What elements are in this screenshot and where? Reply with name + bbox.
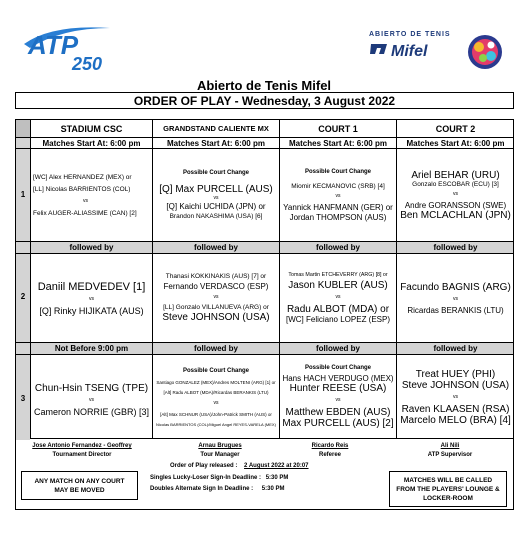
vs-label: vs xyxy=(89,397,94,403)
player: Gonzalo ESCOBAR (ECU) [3] xyxy=(412,180,499,188)
court-header-stadium: STADIUM CSC xyxy=(60,123,123,134)
doubles-signin-label: Doubles Alternate Sign In Deadline : xyxy=(150,486,254,492)
player: Jordan THOMPSON (AUS) xyxy=(289,212,387,222)
release-label: Order of Play released : xyxy=(170,463,238,469)
player: Ben MCLACHLAN (JPN) xyxy=(400,209,511,221)
player: Steve JOHNSON (USA) xyxy=(162,312,270,323)
court-header-court-2: COURT 2 xyxy=(435,123,476,134)
player: Fernando VERDASCO (ESP) xyxy=(163,282,269,291)
vs-label: vs xyxy=(335,397,341,403)
followed-by-label: followed by xyxy=(433,243,478,252)
player: Chun-Hsin TSENG (TPE) xyxy=(34,383,149,394)
order-of-play-grid xyxy=(15,119,514,439)
player: Felix AUGER-ALIASSIME (CAN) [2] xyxy=(33,209,137,217)
match-3-court-2 xyxy=(397,355,514,439)
corner-cell xyxy=(16,120,30,137)
vs-label: vs xyxy=(89,295,94,302)
possible-court-change: Possible Court Change xyxy=(182,367,249,374)
player: [WC] Alex HERNANDEZ (MEX) or xyxy=(33,173,132,181)
player: [Q] Max PURCELL (AUS) xyxy=(159,184,273,195)
player: Tomas Martin ETCHEVERRY (ARG) [8] or xyxy=(288,272,388,278)
footer-frame-right xyxy=(513,439,514,510)
vs-label: vs xyxy=(335,192,341,199)
player: [LL] Nicolas BARRIENTOS (COL) xyxy=(33,185,131,193)
match-3-court-1 xyxy=(280,355,396,439)
vs-label: vs xyxy=(453,295,458,302)
match-1-court-2 xyxy=(397,149,514,241)
notice-matches-may-move: ANY MATCH ON ANY COURT MAY BE MOVED xyxy=(21,471,138,500)
player: Facundo BAGNIS (ARG) xyxy=(400,281,511,293)
not-before-label: Not Before 9:00 pm xyxy=(54,344,129,353)
player: Nicolas BARRIENTOS (COL)/Miguel Angel REYES-VARELA (MEX) xyxy=(156,421,276,427)
followed-by-label: followed by xyxy=(316,243,360,252)
match-2-court-2 xyxy=(397,254,514,342)
atp-250-logo xyxy=(22,22,114,74)
player: Andre GORANSSON (SWE) xyxy=(404,200,507,210)
player: Ariel BEHAR (URU) xyxy=(411,169,500,181)
player: Brandon NAKASHIMA (USA) [6] xyxy=(169,213,263,220)
match-2-stadium xyxy=(31,254,152,342)
release-line xyxy=(170,463,309,469)
player: Max PURCELL (AUS) [2] xyxy=(282,418,394,429)
match-3-grandstand xyxy=(153,355,279,439)
player: Santiago GONZALEZ (MEX)/Andres MOLTENI (ARG) [1] or xyxy=(156,379,276,385)
doubles-signin-value: 5:30 PM xyxy=(261,486,285,492)
supervisor-name: Ali Nili xyxy=(440,443,460,449)
player: Hans HACH VERDUGO (MEX) xyxy=(282,374,394,383)
player: [Alt] Radu ALBOT (MDA)/Ricardas BERANKIS (LTU) xyxy=(163,389,269,395)
vs-label: vs xyxy=(213,399,219,406)
vs-label: vs xyxy=(213,294,219,300)
referee-name: Ricardo Reis xyxy=(311,443,349,449)
vs-label: vs xyxy=(335,294,341,300)
player: Miomir KECMANOVIC (SRB) [4] xyxy=(291,182,385,190)
manager-role: Tour Manager xyxy=(200,452,240,458)
vs-label: vs xyxy=(453,393,458,400)
match-1-grandstand xyxy=(153,149,279,241)
singles-signin-value: 5:30 PM xyxy=(265,475,289,481)
followed-by-label: followed by xyxy=(433,344,478,353)
atp-logo-text: ATP xyxy=(28,30,79,60)
followed-by-label: followed by xyxy=(316,344,360,353)
start-time-grandstand: Matches Start At: 6:00 pm xyxy=(167,138,265,148)
singles-signin-label: Singles Lucky-Loser Sign-In Deadline : xyxy=(150,475,262,481)
player: Ricardas BERANKIS (LTU) xyxy=(407,305,504,315)
start-time-stadium: Matches Start At: 6:00 pm xyxy=(42,138,141,148)
player: Treat HUEY (PHI) xyxy=(415,368,496,380)
followed-by-label: followed by xyxy=(69,243,114,252)
player: Steve JOHNSON (USA) xyxy=(401,379,510,391)
notice-players-lounge: MATCHES WILL BE CALLED FROM THE PLAYERS' LOUNGE & LOCKER-ROOM xyxy=(389,471,507,507)
match-1-stadium xyxy=(31,149,152,241)
court-header-court-1: COURT 1 xyxy=(318,123,358,134)
vs-label: vs xyxy=(453,190,458,197)
player: Jason KUBLER (AUS) xyxy=(288,280,388,291)
footer-bottom-line xyxy=(15,509,514,510)
player: Thanasi KOKKINAKIS (AUS) [7] or xyxy=(165,273,267,280)
vs-label: vs xyxy=(83,197,88,204)
footer-frame-left xyxy=(15,439,16,510)
row-number-1: 1 xyxy=(20,190,26,199)
mifel-tagline: ABIERTO DE TENIS xyxy=(369,31,451,38)
player: Hunter REESE (USA) xyxy=(289,383,387,394)
followed-by-label: followed by xyxy=(194,243,238,252)
referee-role: Referee xyxy=(318,452,341,458)
start-time-court-2: Matches Start At: 6:00 pm xyxy=(406,138,505,148)
player: Matthew EBDEN (AUS) xyxy=(285,407,391,418)
player: [WC] Feliciano LOPEZ (ESP) xyxy=(285,315,391,324)
player: Yannick HANFMANN (GER) or xyxy=(283,202,393,212)
mifel-emblem-icon xyxy=(468,35,502,69)
possible-court-change: Possible Court Change xyxy=(304,365,371,371)
release-value: 2 August 2022 at 20:07 xyxy=(244,463,309,469)
page-title: Abierto de Tenis Mifel xyxy=(196,78,332,93)
player: [Q] Kaichi UCHIDA (JPN) or xyxy=(166,202,266,211)
match-2-court-1 xyxy=(280,254,396,342)
mifel-mark-icon xyxy=(370,44,387,54)
row-number-3: 3 xyxy=(20,394,26,403)
manager-name: Arnau Brugues xyxy=(198,443,242,449)
player: Cameron NORRIE (GBR) [3] xyxy=(33,407,150,417)
match-1-court-1 xyxy=(280,149,396,241)
court-header-grandstand: GRANDSTAND CALIENTE MX xyxy=(163,124,269,133)
mifel-logo xyxy=(367,28,512,78)
vs-label: vs xyxy=(213,195,219,201)
director-name: Jose Antonio Fernandez - Geoffrey xyxy=(32,443,132,449)
player: Raven KLAASEN (RSA) xyxy=(401,403,510,415)
player: [LL] Gonzalo VILLANUEVA (ARG) or xyxy=(163,304,269,311)
row-number-2: 2 xyxy=(20,292,26,301)
order-of-play-subtitle: ORDER OF PLAY - Wednesday, 3 August 2022 xyxy=(15,92,514,109)
player: Radu ALBOT (MDA) or xyxy=(286,304,390,315)
possible-court-change: Possible Court Change xyxy=(182,170,249,176)
followed-by-label: followed by xyxy=(194,344,238,353)
possible-court-change: Possible Court Change xyxy=(304,168,371,175)
mifel-brand: Mifel xyxy=(391,43,428,60)
player: Daniil MEDVEDEV [1] xyxy=(37,280,146,293)
match-3-stadium xyxy=(31,355,152,439)
start-time-court-1: Matches Start At: 6:00 pm xyxy=(289,138,387,148)
player: Marcelo MELO (BRA) [4] xyxy=(400,414,511,426)
atp-logo-number: 250 xyxy=(72,54,103,74)
doubles-signin-line xyxy=(150,486,284,492)
player: [Q] Rinky HIJIKATA (AUS) xyxy=(39,305,144,316)
player: [Alt] Max SCHNUR (USA)/John-Patrick SMITH (AUS) or xyxy=(160,411,272,417)
singles-signin-line xyxy=(150,475,288,481)
director-role: Tournament Director xyxy=(52,452,112,458)
supervisor-role: ATP Supervisor xyxy=(427,452,473,458)
match-2-grandstand xyxy=(153,254,279,342)
